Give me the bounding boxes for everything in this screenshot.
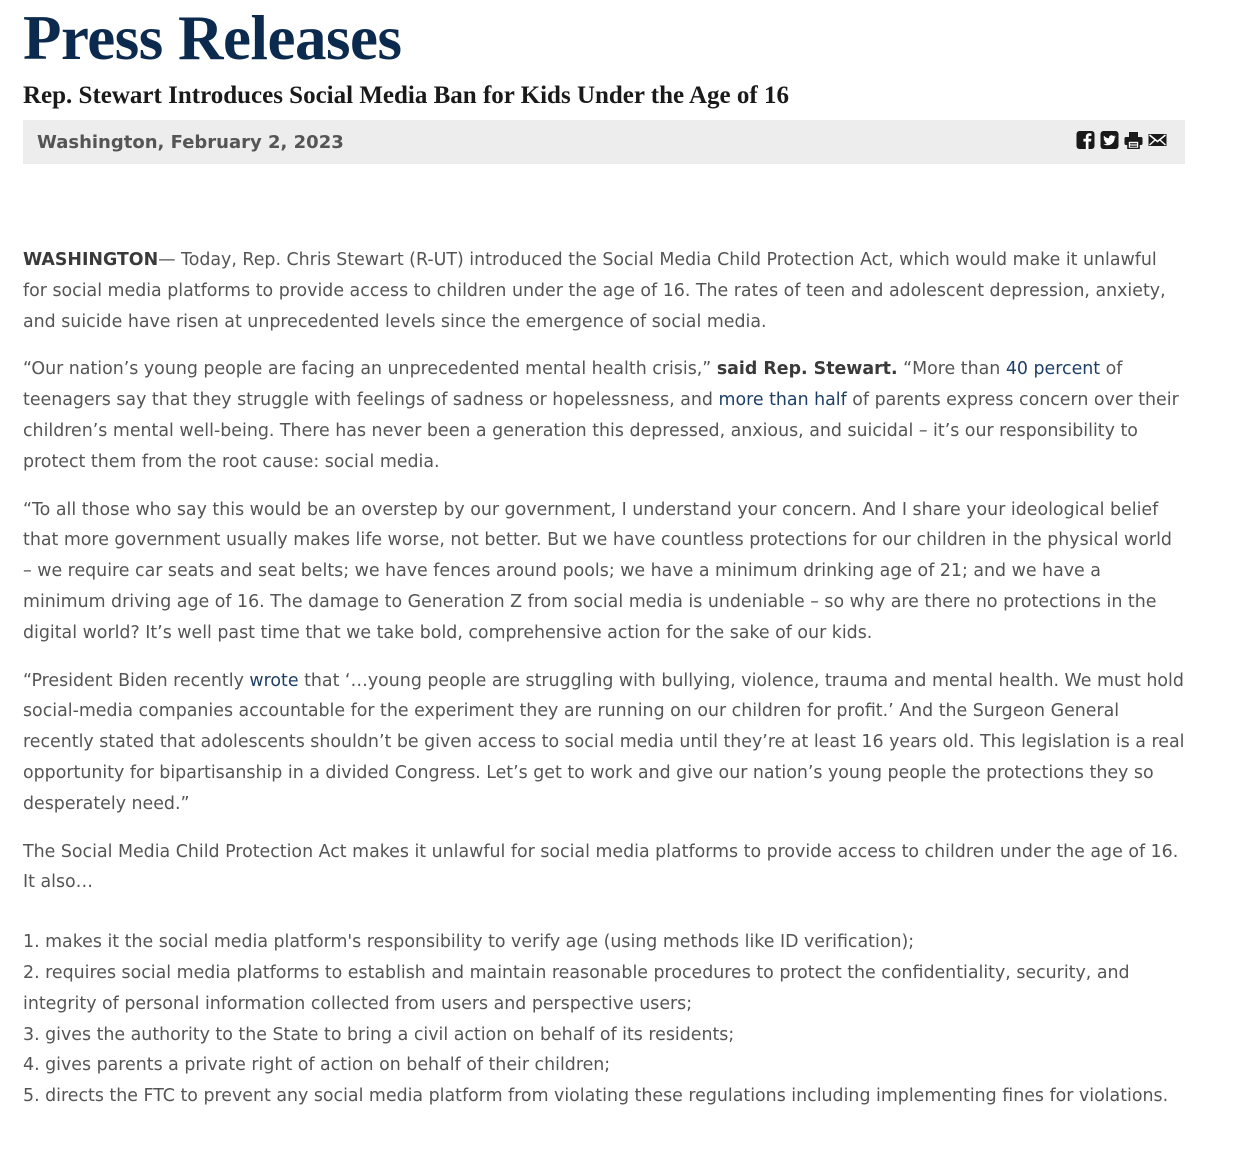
paragraph-4 [23, 666, 1185, 820]
paragraph-2 [23, 354, 1185, 477]
paragraph-1-text: — Today, Rep. Chris Stewart (R-UT) introduced the Social Media Child Protection Act, which would make it unlawful for social media platforms to provide access to children under the age of 16. The rates of teen and adolescent depression, anxiety, and suicide have risen at unprecedented levels since the emergence of social media. [23, 250, 1166, 332]
release-title: Rep. Stewart Introduces Social Media Ban for Kids Under the Age of 16 [23, 82, 789, 109]
speaker-attribution: said Rep. Stewart. [716, 359, 898, 380]
paragraph-3: “To all those who say this would be an overstep by our government, I understand your concern. And I share your ideological belief that more government usually makes life worse, not better. But we have countless protections for our children in the physical world – we require car seats and seat belts; we have fences around pools; we have a minimum drinking age of 21; and we have a minimum driving age of 16. The damage to Generation Z from social media is undeniable – so why are there no protections in the digital world? It’s well past time that we take bold, comprehensive action for the sake of our kids. [23, 499, 1172, 643]
paragraph-5: The Social Media Child Protection Act makes it unlawful for social media platforms to provide access to children under the age of 16. It also… [23, 841, 1179, 893]
section-title: Press Releases [23, 3, 402, 73]
list-item: 3. gives the authority to the State to bring a civil action on behalf of its residents; [23, 1024, 735, 1045]
paragraph-2-text-d: of parents express concern over their children’s mental well-being. There has never been a generation this depressed, anxious, and suicidal – it’s our responsibility to protect them from the root cause: social media. [23, 390, 1179, 472]
list-item: 5. directs the FTC to prevent any social media platform from violating these regulations including implementing fines for violations. [23, 1086, 1169, 1107]
paragraph-2-text-a: “Our nation’s young people are facing an unprecedented mental health crisis,” [23, 359, 717, 380]
paragraph-4-text-a: “President Biden recently [23, 670, 250, 691]
dateline: Washington, February 2, 2023 [37, 131, 344, 153]
forty-percent-link[interactable]: 40 percent [1005, 359, 1101, 380]
article-body [23, 245, 1185, 1112]
share-toolbar [1076, 131, 1167, 149]
list-item: 2. requires social media platforms to establish and maintain reasonable procedures to protect the confidentiality, security, and integrity of personal information collected from users and perspective users; [23, 962, 1130, 1014]
paragraph-2-text-c: of teenagers say that they struggle with feelings of sadness or hopelessness, and [23, 359, 1123, 411]
more-than-half-link[interactable]: more than half [718, 390, 847, 411]
list-item: 4. gives parents a private right of action on behalf of their children; [23, 1055, 611, 1076]
twitter-icon[interactable] [1100, 131, 1119, 149]
provisions-list [23, 927, 1185, 1112]
print-icon[interactable] [1124, 131, 1143, 149]
wrote-link[interactable]: wrote [249, 670, 299, 691]
dateline-lead: WASHINGTON [23, 250, 159, 270]
list-item: 1. makes it the social media platform's responsibility to verify age (using methods like ID verification); [23, 932, 915, 953]
dateline-bar [23, 120, 1185, 164]
paragraph-1 [23, 245, 1185, 337]
email-icon[interactable] [1148, 131, 1167, 149]
facebook-icon[interactable] [1076, 131, 1095, 149]
paragraph-4-text-b: that ‘…young people are struggling with bullying, violence, trauma and mental health. We must hold social-media companies accountable for the experiment they are running on our children for profit.’ And the Surgeon General recently stated that adolescents shouldn’t be given access to social media until they’re at least 16 years old. This legislation is a real opportunity for bipartisanship in a divided Congress. Let’s get to work and give our nation’s young people the protections they so desperately need.” [23, 670, 1185, 814]
paragraph-2-text-b: “More than [897, 359, 1006, 380]
